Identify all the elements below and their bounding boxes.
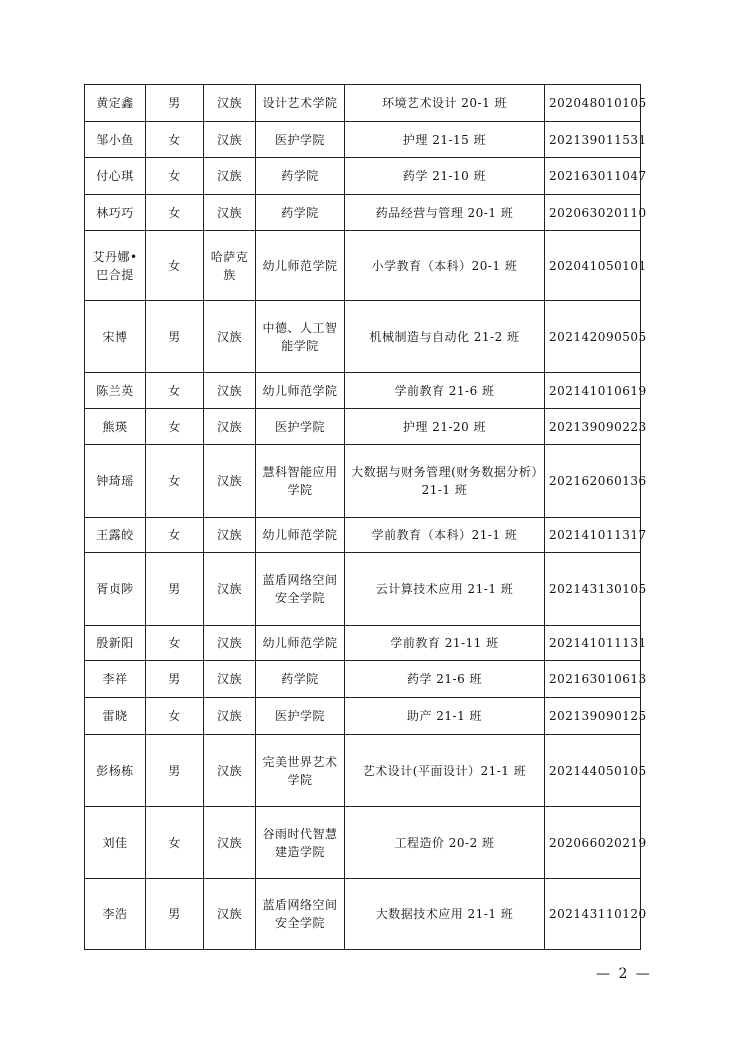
student-id: 202143110120 <box>545 879 641 950</box>
student-class: 云计算技术应用 21-1 班 <box>345 553 545 626</box>
student-class: 药学 21-10 班 <box>345 158 545 195</box>
student-name: 邹小鱼 <box>85 122 146 158</box>
student-college: 幼儿师范学院 <box>256 231 345 301</box>
student-gender: 女 <box>146 231 204 301</box>
student-ethnicity: 汉族 <box>204 807 256 879</box>
student-id: 202141011131 <box>545 626 641 661</box>
student-gender: 女 <box>146 122 204 158</box>
student-class: 环境艺术设计 20-1 班 <box>345 85 545 122</box>
student-name: 雷晓 <box>85 698 146 735</box>
table-row <box>85 879 641 950</box>
student-ethnicity: 汉族 <box>204 301 256 373</box>
student-college: 幼儿师范学院 <box>256 626 345 661</box>
student-name: 钟琦瑶 <box>85 445 146 518</box>
student-college: 医护学院 <box>256 698 345 735</box>
student-class: 小学教育（本科）20-1 班 <box>345 231 545 301</box>
student-name: 熊瑛 <box>85 409 146 445</box>
student-id: 202142090505 <box>545 301 641 373</box>
student-college: 幼儿师范学院 <box>256 373 345 409</box>
student-college: 幼儿师范学院 <box>256 518 345 553</box>
student-name: 刘佳 <box>85 807 146 879</box>
student-gender: 男 <box>146 661 204 698</box>
student-gender: 女 <box>146 807 204 879</box>
student-name: 林巧巧 <box>85 195 146 231</box>
student-id: 202139090223 <box>545 409 641 445</box>
student-class: 药品经营与管理 20-1 班 <box>345 195 545 231</box>
student-gender: 女 <box>146 518 204 553</box>
student-ethnicity: 汉族 <box>204 626 256 661</box>
student-ethnicity: 汉族 <box>204 409 256 445</box>
student-class: 助产 21-1 班 <box>345 698 545 735</box>
student-name: 王露皎 <box>85 518 146 553</box>
student-ethnicity: 汉族 <box>204 195 256 231</box>
student-gender: 男 <box>146 735 204 807</box>
student-id: 202163011047 <box>545 158 641 195</box>
table-row <box>85 301 641 373</box>
student-college: 蓝盾网络空间安全学院 <box>256 553 345 626</box>
student-id: 202141010619 <box>545 373 641 409</box>
student-gender: 女 <box>146 626 204 661</box>
student-class: 药学 21-6 班 <box>345 661 545 698</box>
student-ethnicity: 汉族 <box>204 661 256 698</box>
table-row <box>85 553 641 626</box>
student-gender: 女 <box>146 195 204 231</box>
student-ethnicity: 汉族 <box>204 122 256 158</box>
student-class: 工程造价 20-2 班 <box>345 807 545 879</box>
student-name: 李浩 <box>85 879 146 950</box>
student-ethnicity: 汉族 <box>204 445 256 518</box>
table-row <box>85 698 641 735</box>
student-gender: 女 <box>146 409 204 445</box>
student-class: 大数据与财务管理(财务数据分析）21-1 班 <box>345 445 545 518</box>
student-class: 机械制造与自动化 21-2 班 <box>345 301 545 373</box>
student-id: 202163010613 <box>545 661 641 698</box>
table-row <box>85 85 641 122</box>
student-name: 殷新阳 <box>85 626 146 661</box>
student-name: 彭杨栋 <box>85 735 146 807</box>
student-class: 学前教育 21-6 班 <box>345 373 545 409</box>
student-class: 学前教育（本科）21-1 班 <box>345 518 545 553</box>
student-college: 谷雨时代智慧建造学院 <box>256 807 345 879</box>
student-ethnicity: 汉族 <box>204 879 256 950</box>
student-class: 护理 21-15 班 <box>345 122 545 158</box>
student-ethnicity: 汉族 <box>204 698 256 735</box>
student-gender: 男 <box>146 85 204 122</box>
table-row <box>85 445 641 518</box>
student-college: 药学院 <box>256 158 345 195</box>
student-ethnicity: 汉族 <box>204 373 256 409</box>
student-id: 202041050101 <box>545 231 641 301</box>
student-ethnicity: 汉族 <box>204 553 256 626</box>
student-class: 艺术设计(平面设计）21-1 班 <box>345 735 545 807</box>
student-college: 医护学院 <box>256 409 345 445</box>
table-row <box>85 158 641 195</box>
student-name: 艾丹娜•巴合提 <box>85 231 146 301</box>
table-row <box>85 122 641 158</box>
student-name: 宋博 <box>85 301 146 373</box>
student-class: 护理 21-20 班 <box>345 409 545 445</box>
table-row <box>85 661 641 698</box>
student-gender: 女 <box>146 373 204 409</box>
student-ethnicity: 哈萨克族 <box>204 231 256 301</box>
student-gender: 女 <box>146 698 204 735</box>
student-gender: 女 <box>146 158 204 195</box>
table-row <box>85 735 641 807</box>
table-row <box>85 626 641 661</box>
student-college: 慧科智能应用学院 <box>256 445 345 518</box>
student-id: 202144050105 <box>545 735 641 807</box>
student-ethnicity: 汉族 <box>204 518 256 553</box>
student-id: 202143130105 <box>545 553 641 626</box>
student-college: 医护学院 <box>256 122 345 158</box>
table-row <box>85 195 641 231</box>
student-name: 胥贞陟 <box>85 553 146 626</box>
table-row <box>85 807 641 879</box>
student-id: 202139011531 <box>545 122 641 158</box>
table-row <box>85 518 641 553</box>
student-name: 李祥 <box>85 661 146 698</box>
student-roster-table <box>84 84 647 950</box>
student-college: 药学院 <box>256 195 345 231</box>
student-id: 202048010105 <box>545 85 641 122</box>
student-gender: 男 <box>146 879 204 950</box>
student-gender: 男 <box>146 301 204 373</box>
table-row <box>85 373 641 409</box>
student-ethnicity: 汉族 <box>204 158 256 195</box>
page-number: — 2 — <box>596 966 652 982</box>
student-name: 陈兰英 <box>85 373 146 409</box>
student-ethnicity: 汉族 <box>204 735 256 807</box>
student-id: 202063020110 <box>545 195 641 231</box>
student-name: 付心琪 <box>85 158 146 195</box>
student-college: 设计艺术学院 <box>256 85 345 122</box>
student-college: 蓝盾网络空间安全学院 <box>256 879 345 950</box>
student-gender: 女 <box>146 445 204 518</box>
student-class: 学前教育 21-11 班 <box>345 626 545 661</box>
student-college: 中德、人工智能学院 <box>256 301 345 373</box>
student-id: 202066020219 <box>545 807 641 879</box>
table-row <box>85 231 641 301</box>
student-id: 202162060136 <box>545 445 641 518</box>
student-class: 大数据技术应用 21-1 班 <box>345 879 545 950</box>
student-id: 202139090125 <box>545 698 641 735</box>
student-college: 药学院 <box>256 661 345 698</box>
table-row <box>85 409 641 445</box>
student-name: 黄定鑫 <box>85 85 146 122</box>
student-college: 完美世界艺术学院 <box>256 735 345 807</box>
student-ethnicity: 汉族 <box>204 85 256 122</box>
student-id: 202141011317 <box>545 518 641 553</box>
student-gender: 男 <box>146 553 204 626</box>
